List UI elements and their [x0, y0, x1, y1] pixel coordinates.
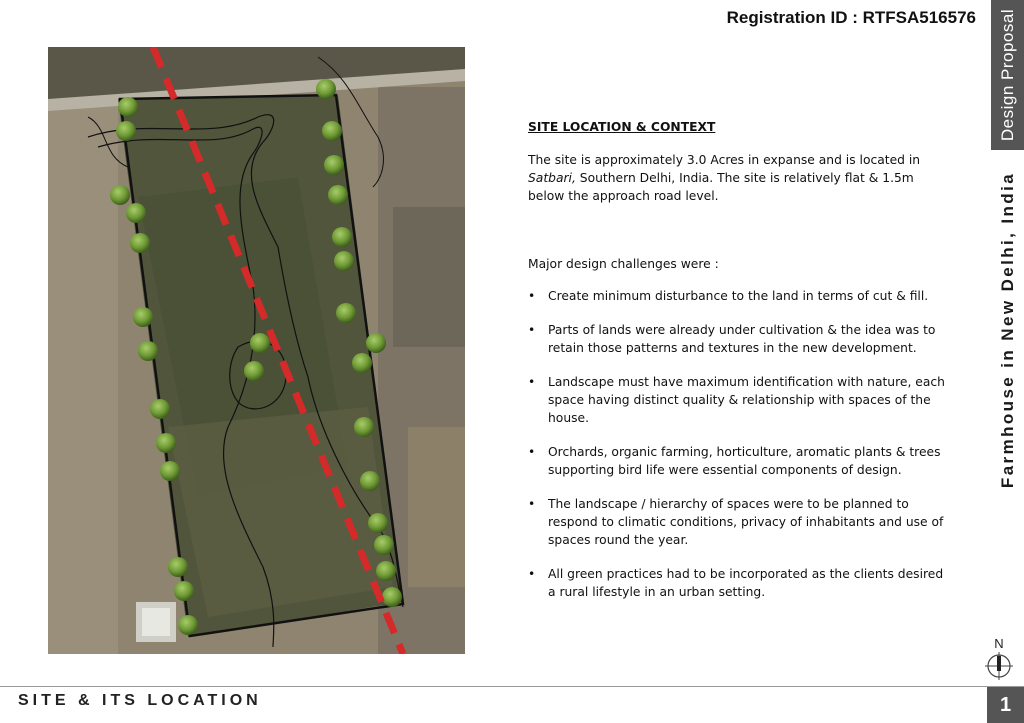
north-arrow-icon	[984, 651, 1014, 681]
page-number: 1	[987, 687, 1024, 723]
challenge-item: • Create minimum disturbance to the land in terms of cut & fill.	[528, 287, 948, 305]
site-description	[528, 118, 948, 617]
challenges-intro: Major design challenges were :	[528, 257, 719, 271]
project-title	[991, 150, 1024, 510]
registration-id: Registration ID : RTFSA516576	[726, 8, 976, 27]
challenge-item: • The landscape / hierarchy of spaces were to be planned to respond to climatic conditions, privacy of inhabitants and use of spaces round the year.	[528, 495, 948, 549]
site-intro-paragraph	[528, 151, 948, 205]
site-aerial-map	[48, 47, 465, 654]
intro-place: Satbari,	[528, 171, 576, 185]
intro-text-2: Southern Delhi, India. The site is relatively flat & 1.5m below the approach road level.	[528, 171, 914, 203]
footer-title: SITE & ITS LOCATION	[18, 692, 262, 709]
intro-text-1: The site is approximately 3.0 Acres in expanse and is located in	[528, 153, 921, 167]
footer-divider	[0, 686, 1024, 687]
challenges-list	[528, 287, 948, 601]
challenge-item: • Parts of lands were already under cultivation & the idea was to retain those patterns and textures in the new development.	[528, 321, 948, 357]
site-map-graphic	[48, 47, 465, 654]
north-arrow	[984, 637, 1014, 685]
section-title: SITE LOCATION & CONTEXT	[528, 120, 716, 134]
north-label: N	[994, 636, 1004, 651]
design-proposal-tab	[991, 0, 1024, 150]
design-proposal-label: Design Proposal	[997, 8, 1017, 142]
challenge-item: • Landscape must have maximum identification with nature, each space having distinct quality & relationship with spaces of the house.	[528, 373, 948, 427]
project-title-label: Farmhouse in New Delhi, India	[997, 171, 1017, 489]
challenge-item: • Orchards, organic farming, horticulture, aromatic plants & trees supporting bird life were essential components of design.	[528, 443, 948, 479]
challenge-item: • All green practices had to be incorporated as the clients desired a rural lifestyle in an urban setting.	[528, 565, 948, 601]
